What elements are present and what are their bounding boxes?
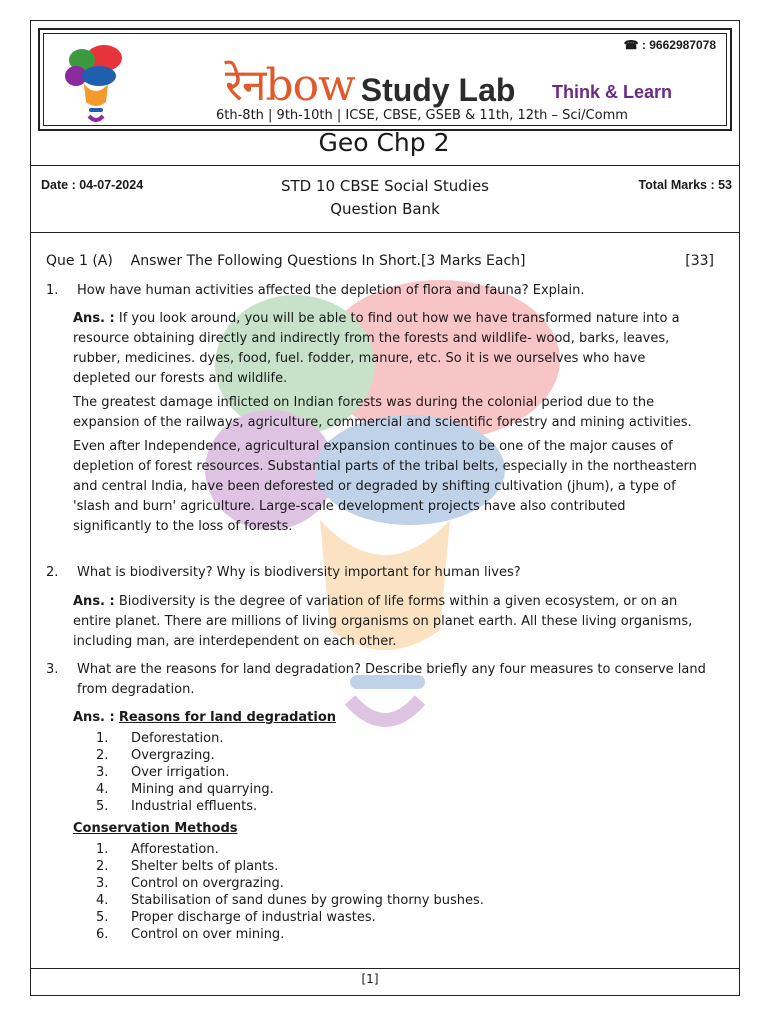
conservation-list [96, 841, 484, 943]
list-item: 2. Shelter belts of plants. [96, 859, 279, 874]
list-item: 5. Industrial effluents. [96, 799, 258, 814]
list-item: 1. Deforestation. [96, 731, 224, 746]
subject: STD 10 CBSE Social Studies [280, 177, 489, 195]
phone-number: ☎ : 9662987078 [623, 38, 716, 52]
section-marks: [33] [685, 253, 714, 269]
tagline: Think & Learn [552, 82, 673, 102]
brand-study: Study Lab [360, 71, 516, 108]
section-label: Que 1 (A) Answer The Following Questions In Short.[3 Marks Each] [46, 253, 526, 269]
question-3 [46, 660, 706, 700]
reasons-list [96, 730, 274, 815]
list-item: 1. Afforestation. [96, 842, 219, 857]
answer-label: Ans. : [73, 594, 115, 609]
divider [30, 232, 740, 233]
list-item: 6. Control on over mining. [96, 927, 285, 942]
answer-paragraph: Ans. : Biodiversity is the degree of variation of life forms within a given ecosystem, or on an entire planet. There are millions of living organisms on planet earth. All these living organisms, including man, are interdependent on each other. [73, 594, 693, 649]
question-text: What are the reasons for land degradation? Describe briefly any four measures to conserve land from degradation. [77, 662, 706, 697]
list-item: 5. Proper discharge of industrial wastes. [96, 910, 376, 925]
brand-logo [225, 48, 516, 111]
answer-1 [73, 309, 698, 541]
answer-2 [73, 592, 698, 656]
answer-paragraph: Even after Independence, agricultural expansion continues to be one of the major causes of depletion of forest resources. Substantial parts of the tribal belts, especially in the northeastern and central India, have been deforested or degraded by shifting cultivation (jhum), a type of 'slash and burn' agriculture. Large-scale development projects have also contributed significantly to the loss of forests. [73, 439, 697, 534]
page-title: Geo Chp 2 [318, 128, 450, 157]
conservation-heading-row [73, 819, 698, 839]
brain-bulb-icon [64, 40, 128, 126]
section-heading [46, 253, 714, 269]
total-marks: Total Marks : 53 [638, 178, 732, 192]
answer-label: Ans. : [73, 311, 115, 326]
page-number: [1] [361, 972, 379, 986]
answer-paragraph: The greatest damage inflicted on Indian forests was during the colonial period due to the expansion of the railways, agriculture, commercial and scientific forestry and mining activities. [73, 395, 692, 430]
question-number: 2. [46, 565, 59, 580]
divider [30, 968, 740, 969]
list-item: 3. Control on overgrazing. [96, 876, 284, 891]
question-text: What is biodiversity? Why is biodiversity important for human lives? [77, 565, 521, 580]
question-1 [46, 281, 706, 301]
subtitle: Question Bank [330, 200, 440, 218]
list-item: 2. Overgrazing. [96, 748, 215, 763]
conservation-heading: Conservation Methods [73, 821, 238, 836]
question-text: How have human activities affected the depletion of flora and fauna? Explain. [77, 283, 585, 298]
list-item: 4. Mining and quarrying. [96, 782, 274, 797]
exam-date: Date : 04-07-2024 [41, 178, 144, 192]
question-number: 1. [46, 283, 59, 298]
brand-hindi: रेनbow [225, 60, 355, 111]
question-2 [46, 563, 706, 583]
list-item: 3. Over irrigation. [96, 765, 230, 780]
question-number: 3. [46, 662, 59, 677]
class-range: 6th-8th | 9th-10th | ICSE, CBSE, GSEB & 11th, 12th – Sci/Comm [216, 108, 628, 123]
list-item: 4. Stabilisation of sand dunes by growing thorny bushes. [96, 893, 484, 908]
divider [30, 165, 740, 166]
answer-paragraph: Ans. : If you look around, you will be able to find out how we have transformed nature into a resource obtaining directly and indirectly from the forests and wildlife- wood, barks, leaves, rubber, medicines. dyes, food, fuel. fodder, manure, etc. So it is we ourselves who have depleted our forests and wildlife. [73, 311, 680, 386]
answer-3 [73, 708, 698, 728]
header-box [38, 28, 732, 131]
reasons-heading: Reasons for land degradation [118, 710, 337, 725]
answer-label: Ans. : [73, 710, 115, 725]
